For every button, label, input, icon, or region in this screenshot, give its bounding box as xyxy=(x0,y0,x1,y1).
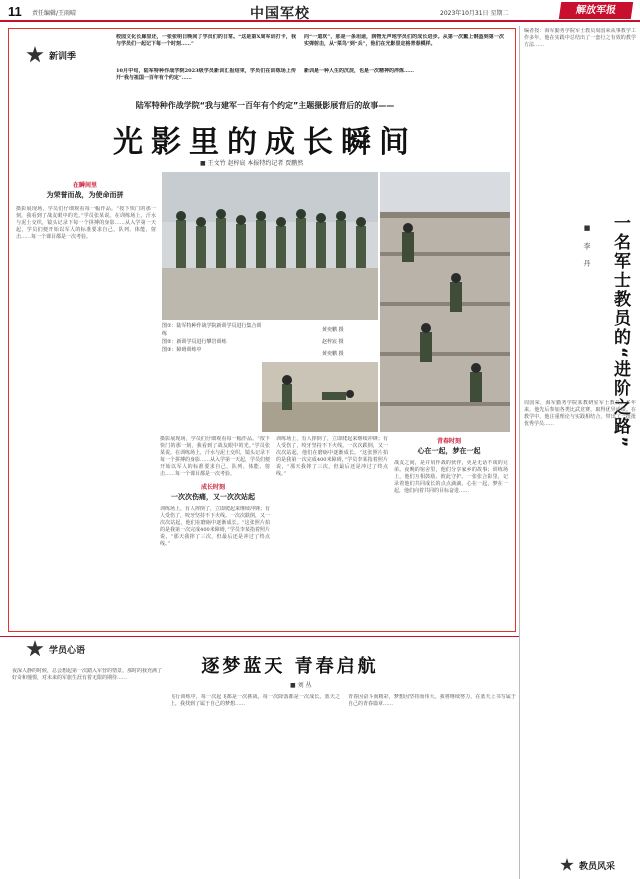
editor-info: 责任编辑/王雨晴 xyxy=(32,10,77,17)
body-column-2-top: 摄影展现场，学员们仔细观看每一幅作品。“按下快门的那一刻，我看到了战友眼中的光。”学员张某说。在训练场上，汗水与泥土交织，镜头记录下每一个拼搏的身影……从入学第一天起，学员们便开始以军人的标准要求自己，队列、体能、射击……每一个课目都是一次考验。 xyxy=(160,436,270,477)
photo-3-image xyxy=(262,362,378,432)
section2-title: 逐梦蓝天 青春启航 xyxy=(201,656,379,677)
column-divider xyxy=(519,26,520,879)
col3-heading-small: 青春时刻 xyxy=(436,438,461,445)
right-top-text: 编者按：海军勤务学院军士教员周国荣从事教学工作多年，他在实践中总结出了一套行之有效的教学方法…… xyxy=(524,28,636,48)
star-emblem-icon-3 xyxy=(560,858,574,872)
section2-byline: ■ 刘 丛 xyxy=(290,682,312,689)
photo-2-image xyxy=(380,172,510,432)
right-body-text: 周国荣，海军勤务学院某教研室军士教员。多年来，他先后参加各类比武竞赛，取得优异成绩。在教学中，他注重理论与实践相结合，带出了一批批优秀学员…… xyxy=(524,400,636,427)
photo-credit-1: 黄奕鹏 摄 xyxy=(322,327,344,333)
photo-credit-3: 黄奕鹏 摄 xyxy=(322,351,344,357)
body-column-4: 战友之间，是并肩作战的伙伴，更是无话不谈的兄弟。夜晚的宿舍里，他们分享家乡的故事；训练场上，他们互相鼓励、彼此守护。一张张合影里，记录着他们共同成长的点点滴滴。心在一起，梦在一起，他们向着共同的目标奋进…… xyxy=(394,460,508,494)
photo-3-caption: 图③：障碍训练中 xyxy=(162,347,202,353)
right-section-label: 教员风采 xyxy=(579,861,616,872)
section2-text-left: 夜深人静的时候，总会想起第一次踏入军营的情景。那时的我充满了好奇和憧憬，对未来的军旅生涯有着无限的期待…… xyxy=(12,668,162,681)
body-column-3: 训练场上，有人摔倒了，立即爬起来继续冲锋；有人受伤了，咬牙坚持不下火线。一次次跌倒，又一次次站起，他们在磨砺中逐渐成长。“这张照片拍的是我第一次完成400米障碍，”学员李某指着照片说，“那天我摔了三次，但最后还是冲过了终点线。” xyxy=(276,436,388,477)
photo-2-caption: 图②：新训学员进行攀岩训练 xyxy=(162,339,227,345)
photo-caption-box xyxy=(162,322,262,432)
intro-text-right-2: 新训是一种人生的沉淀，也是一次精神的淬炼…… xyxy=(304,68,415,74)
section-header-xinxunji xyxy=(26,46,76,64)
photo-1-caption: 图①：陆军特种作战学院新训学员进行集合训练 xyxy=(162,323,262,337)
right-feature-author: ■ 李 丹 xyxy=(583,224,591,271)
photo-1-image xyxy=(162,172,378,320)
photo-credit-2: 赵梓宸 摄 xyxy=(322,339,344,345)
star-emblem-icon xyxy=(26,46,44,64)
intro-text-right: 向“一道坎”，那是一条坦途，润物无声地学员们的成长进步。从第一次戴上钢盔到第一次实弹射击，从“菜鸟”到“兵”，他们在光影里定格青春模样。 xyxy=(304,34,504,47)
star-emblem-icon-2 xyxy=(26,640,44,658)
body-column-2: 训练场上，有人摔倒了，立即爬起来继续冲锋；有人受伤了，咬牙坚持不下火线。一次次跌倒，又一次次站起，他们在磨砺中逐渐成长。“这张照片拍的是我第一次完成400米障碍，”学员李某指着照片说，“那天我摔了三次，但最后还是冲过了终点线。” xyxy=(160,506,270,547)
section-header-xueyuanxinyu xyxy=(26,640,85,658)
section-divider xyxy=(0,636,520,637)
photo-1 xyxy=(162,172,378,320)
right-feature-title: 一名军士教员的“进阶之路” xyxy=(610,214,630,450)
col2-heading: 一次次伤痛，又一次次站起 xyxy=(171,493,255,501)
intro-text-left: 校园文化长廊里还，一张张明日晚间了学员们的日常。“这是第X周军训打卡，我与学员们一起记下每一个时刻……” xyxy=(116,34,296,47)
photo-2 xyxy=(380,172,510,432)
feature-subtitle: 陆军特种作战学院“我与建军一百年有个约定”主题摄影展背后的故事—— xyxy=(135,101,395,110)
page-number: 11 xyxy=(8,4,22,19)
section2-text-mid: 飞行训练中，每一次起飞都是一次挑战，每一次降落都是一次成长。蓝天之上，我找到了属于自己的梦想…… xyxy=(170,694,340,707)
col1-heading: 为荣誉而战，为使命而拼 xyxy=(46,191,124,199)
photo-3 xyxy=(262,362,378,432)
feature-byline: ■ 王文竹 赵梓宸 本报特约记者 贾鹏然 xyxy=(200,160,304,167)
body-column-1: 摄影展现场，学员们仔细观看每一幅作品。“按下快门的那一刻，我看到了战友眼中的光。”学员张某说。在训练场上，汗水与泥土交织，镜头记录下每一个拼搏的身影……从入学第一天起，学员们便开始以军人的标准要求自己，队列、体能、射击……每一个课目都是一次考验。 xyxy=(16,206,156,240)
col1-heading-small: 在瞬间里 xyxy=(72,182,97,189)
section-header-jiaoyuanfengcai xyxy=(560,858,615,872)
section2-text-right: 青春因奋斗而精彩，梦想因坚持而伟大。我将继续努力，在蓝天上书写属于自己的青春篇章…… xyxy=(348,694,516,707)
page-title: 中国军校 xyxy=(250,6,310,22)
page-header xyxy=(0,0,640,22)
col3-heading: 心在一起，梦在一起 xyxy=(417,447,481,455)
col2-heading-small: 成长时刻 xyxy=(200,484,225,491)
masthead-logo: 解放军报 xyxy=(559,2,633,19)
section2-label: 学员心语 xyxy=(49,645,86,656)
intro-text-left-2: 10月中旬，陆军特种作战学院2023级学员新训汇报结束，学员们在训练场上传开“我与祖国一百年有个约定”…… xyxy=(116,68,296,81)
issue-date: 2023年10月31日 星期二 xyxy=(440,10,509,17)
section-label: 新训季 xyxy=(49,51,77,62)
feature-title: 光影里的成长瞬间 xyxy=(113,125,417,160)
